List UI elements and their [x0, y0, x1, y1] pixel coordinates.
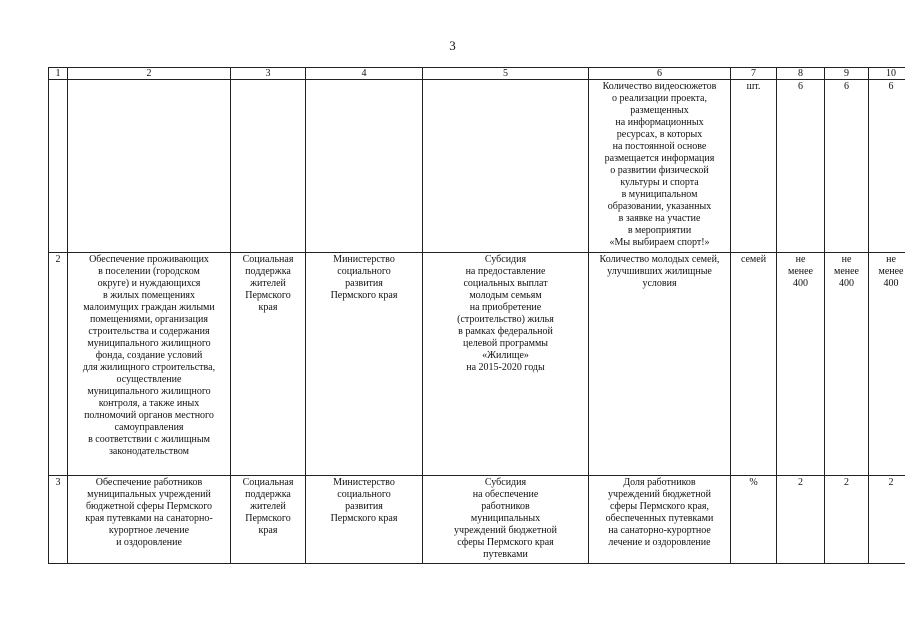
- header-cell-2: 2: [68, 68, 231, 80]
- header-cell-3: 3: [231, 68, 306, 80]
- header-cell-8: 8: [777, 68, 825, 80]
- authority-cell: Обеспечение работников муниципальных учреждений бюджетной сферы Пермского края путевками на санаторно- курортное лечение и оздоровление: [68, 476, 231, 564]
- value-cell-9: 2: [825, 476, 869, 564]
- unit-cell: семей: [731, 253, 777, 476]
- authority-cell: [68, 80, 231, 253]
- value-cell-8: 2: [777, 476, 825, 564]
- value-cell-8: 6: [777, 80, 825, 253]
- unit-cell: шт.: [731, 80, 777, 253]
- indicator-cell: Количество видеосюжетов о реализации проекта, размещенных на информационных ресурсах, в которых на постоянной основе размещается информация о развитии физической культуры и спорта в муниципальном образовании, указанных в заявке на участие в мероприятии «Мы выбираем спорт!»: [589, 80, 731, 253]
- authority-cell: Обеспечение проживающих в поселении (городском округе) и нуждающихся в жилых помещениях малоимущих граждан жилыми помещениями, организация строительства и содержания муниципального жилищного фонда, создание условий для жилищного строительства, осуществление муниципального жилищного контроля, а также иных полномочий органов местного самоуправления в соответствии с жилищным законодательством: [68, 253, 231, 476]
- value-cell-9: не менее 400: [825, 253, 869, 476]
- value-cell-10: 2: [869, 476, 905, 564]
- table-row: [49, 80, 905, 253]
- header-cell-5: 5: [423, 68, 589, 80]
- subsidy-cell: Субсидия на обеспечение работников муниципальных учреждений бюджетной сферы Пермского края путевками: [423, 476, 589, 564]
- header-cell-9: 9: [825, 68, 869, 80]
- header-cell-1: 1: [49, 68, 68, 80]
- row-number-cell: [49, 80, 68, 253]
- header-cell-4: 4: [306, 68, 423, 80]
- subsidy-cell: [423, 80, 589, 253]
- indicator-cell: Доля работников учреждений бюджетной сферы Пермского края, обеспеченных путевками на санаторно-курортное лечение и оздоровление: [589, 476, 731, 564]
- ministry-cell: Министерство социального развития Пермского края: [306, 253, 423, 476]
- header-cell-7: 7: [731, 68, 777, 80]
- value-cell-8: не менее 400: [777, 253, 825, 476]
- table-row: [49, 476, 905, 564]
- indicators-table: [48, 67, 905, 564]
- table-row: [49, 253, 905, 476]
- program-cell: Социальная поддержка жителей Пермского края: [231, 476, 306, 564]
- row-number-cell: 2: [49, 253, 68, 476]
- unit-cell: %: [731, 476, 777, 564]
- program-cell: Социальная поддержка жителей Пермского края: [231, 253, 306, 476]
- value-cell-9: 6: [825, 80, 869, 253]
- header-cell-10: 10: [869, 68, 905, 80]
- value-cell-10: не менее 400: [869, 253, 905, 476]
- header-row: [49, 68, 905, 80]
- indicator-cell: Количество молодых семей, улучшивших жилищные условия: [589, 253, 731, 476]
- header-cell-6: 6: [589, 68, 731, 80]
- page-number: 3: [449, 38, 456, 53]
- value-cell-10: 6: [869, 80, 905, 253]
- row-number-cell: 3: [49, 476, 68, 564]
- program-cell: [231, 80, 306, 253]
- ministry-cell: [306, 80, 423, 253]
- subsidy-cell: Субсидия на предоставление социальных выплат молодым семьям на приобретение (строительство) жилья в рамках федеральной целевой программы «Жилище» на 2015-2020 годы: [423, 253, 589, 476]
- ministry-cell: Министерство социального развития Пермского края: [306, 476, 423, 564]
